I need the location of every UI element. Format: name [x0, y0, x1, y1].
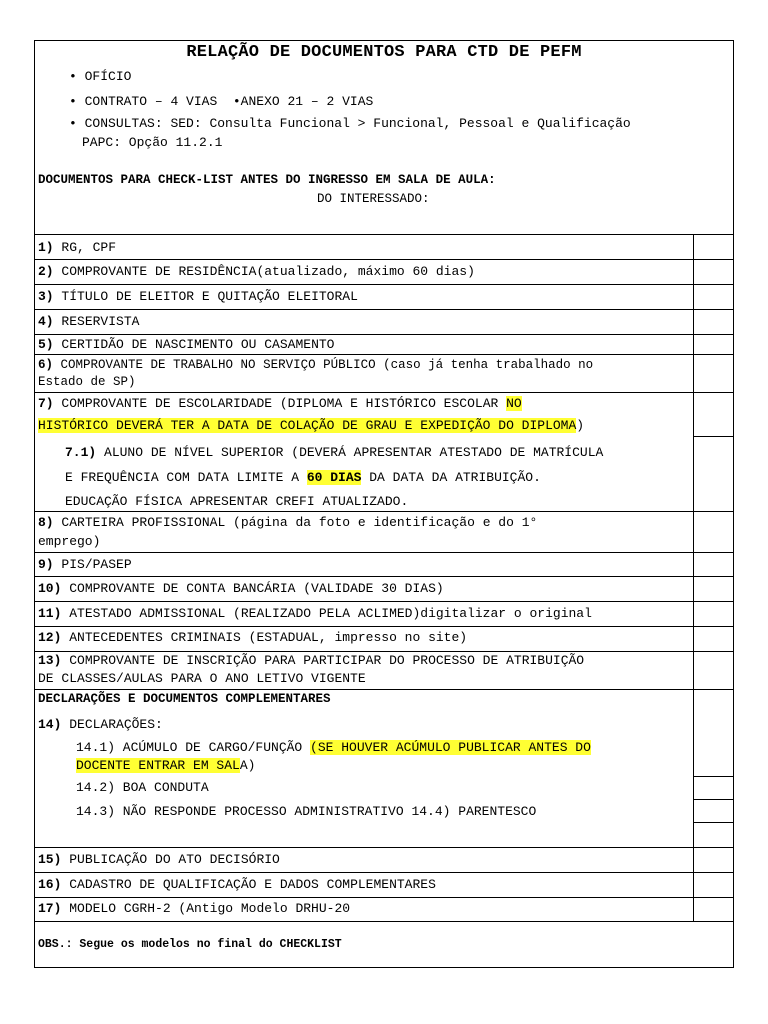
item-15: 15) PUBLICAÇÃO DO ATO DECISÓRIO: [38, 852, 280, 867]
item-contrato-anexo: • CONTRATO – 4 VIAS •ANEXO 21 – 2 VIAS: [69, 94, 374, 109]
item-9: 9) PIS/PASEP: [38, 557, 132, 572]
item-14-1-cont: DOCENTE ENTRAR EM SALA): [76, 758, 256, 773]
document-frame: [34, 40, 734, 968]
item-7-cont: HISTÓRICO DEVERÁ TER A DATA DE COLAÇÃO DE GRAU E EXPEDIÇÃO DO DIPLOMA): [38, 418, 585, 433]
item-13-cont: DE CLASSES/AULAS PARA O ANO LETIVO VIGENTE: [38, 671, 366, 686]
item-10: 10) COMPROVANTE DE CONTA BANCÁRIA (VALIDADE 30 DIAS): [38, 581, 444, 596]
item-6-cont: Estado de SP): [38, 375, 136, 389]
item-7-1: 7.1) ALUNO DE NÍVEL SUPERIOR (DEVERÁ APRESENTAR ATESTADO DE MATRÍCULA: [65, 445, 604, 460]
item-1: 1) RG, CPF: [38, 240, 117, 255]
item-11: 11) ATESTADO ADMISSIONAL (REALIZADO PELA ACLIMED)digitalizar o original: [38, 606, 592, 621]
item-12: 12) ANTECEDENTES CRIMINAIS (ESTADUAL, impresso no site): [38, 630, 468, 645]
highlight-historico: HISTÓRICO DEVERÁ TER A DATA DE COLAÇÃO DE GRAU E EXPEDIÇÃO DO DIPLOMA: [38, 418, 577, 433]
document-title: RELAÇÃO DE DOCUMENTOS PARA CTD DE PEFM: [186, 43, 582, 62]
do-interessado-label: DO INTERESSADO:: [317, 192, 430, 206]
item-8-cont: emprego): [38, 534, 101, 549]
item-14: 14) DECLARAÇÕES:: [38, 717, 163, 732]
checklist-heading: DOCUMENTOS PARA CHECK-LIST ANTES DO INGRESSO EM SALA DE AULA:: [38, 173, 496, 187]
item-oficio: • OFÍCIO: [69, 69, 132, 84]
item-16: 16) CADASTRO DE QUALIFICAÇÃO E DADOS COMPLEMENTARES: [38, 877, 436, 892]
highlight-acumulo: (SE HOUVER ACÚMULO PUBLICAR ANTES DO: [310, 740, 591, 755]
item-consultas-papc: PAPC: Opção 11.2.1: [82, 135, 223, 150]
item-8: 8) CARTEIRA PROFISSIONAL (página da foto e identificação e do 1°: [38, 515, 538, 530]
item-3: 3) TÍTULO DE ELEITOR E QUITAÇÃO ELEITORAL: [38, 289, 358, 304]
highlight-60-dias: 60 DIAS: [306, 470, 362, 485]
item-7: 7) COMPROVANTE DE ESCOLARIDADE (DIPLOMA E HISTÓRICO ESCOLAR NO: [38, 396, 522, 411]
complementares-heading: DECLARAÇÕES E DOCUMENTOS COMPLEMENTARES: [38, 692, 331, 706]
highlight-docente: DOCENTE ENTRAR EM SAL: [76, 758, 240, 773]
highlight-no: NO: [506, 396, 522, 411]
item-14-3: 14.3) NÃO RESPONDE PROCESSO ADMINISTRATIVO 14.4) PARENTESCO: [76, 804, 537, 819]
item-7-1-crefi: EDUCAÇÃO FÍSICA APRESENTAR CREFI ATUALIZADO.: [65, 494, 409, 509]
item-5: 5) CERTIDÃO DE NASCIMENTO OU CASAMENTO: [38, 337, 335, 352]
item-7-1-cont: E FREQUÊNCIA COM DATA LIMITE A 60 DIAS DA DATA DA ATRIBUIÇÃO.: [65, 470, 541, 485]
item-14-1: 14.1) ACÚMULO DE CARGO/FUNÇÃO (SE HOUVER ACÚMULO PUBLICAR ANTES DO: [76, 740, 591, 755]
item-14-2: 14.2) BOA CONDUTA: [76, 780, 209, 795]
item-2: 2) COMPROVANTE DE RESIDÊNCIA(atualizado, máximo 60 dias): [38, 264, 475, 279]
item-4: 4) RESERVISTA: [38, 314, 140, 329]
item-consultas: • CONSULTAS: SED: Consulta Funcional > Funcional, Pessoal e Qualificação: [69, 116, 631, 131]
item-13: 13) COMPROVANTE DE INSCRIÇÃO PARA PARTICIPAR DO PROCESSO DE ATRIBUIÇÃO: [38, 653, 585, 668]
item-17: 17) MODELO CGRH-2 (Antigo Modelo DRHU-20: [38, 901, 351, 916]
obs-note: OBS.: Segue os modelos no final do CHECKLIST: [38, 938, 342, 951]
item-6: 6) COMPROVANTE DE TRABALHO NO SERVIÇO PÚBLICO (caso já tenha trabalhado no: [38, 358, 594, 372]
